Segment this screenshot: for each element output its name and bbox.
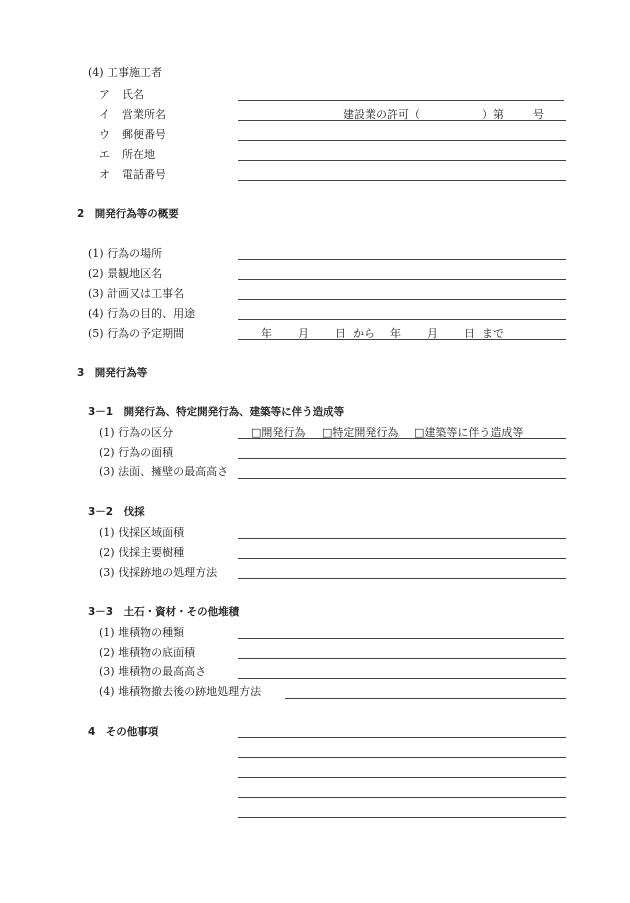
- sec2-label-place: (1) 行為の場所: [88, 247, 163, 260]
- other-line-4[interactable]: [238, 797, 566, 798]
- checkbox-construction-grading[interactable]: □建築等に伴う造成等: [414, 426, 524, 439]
- section-3-1-title: 3－1 開発行為、特定開発行為、建築等に伴う造成等: [88, 406, 345, 418]
- sec31-height-line[interactable]: [238, 478, 566, 479]
- sec32-area-line[interactable]: [238, 538, 566, 539]
- sec2-label-district: (2) 景観地区名: [88, 267, 163, 280]
- sec33-base-area-line[interactable]: [238, 658, 566, 659]
- sec31-area-line[interactable]: [238, 458, 566, 459]
- contractor-label-phone: 電話番号: [122, 168, 166, 181]
- license-text-b: ）第: [482, 108, 504, 121]
- period-day-start: 日: [335, 327, 346, 340]
- section-3-3-title: 3－3 土石・資材・その他堆積: [88, 606, 240, 618]
- other-line-5[interactable]: [238, 817, 566, 818]
- sec33-after-removal-line[interactable]: [285, 698, 566, 699]
- sec31-label-area: (2) 行為の面積: [99, 446, 174, 459]
- contractor-kana-e: エ: [99, 148, 110, 161]
- sec33-label-base-area: (2) 堆積物の底面積: [99, 646, 196, 659]
- section-contractor-title: (4) 工事施工者: [88, 66, 163, 79]
- sec33-label-after-removal: (4) 堆積物撤去後の跡地処理方法: [99, 685, 262, 698]
- period-day-end: 日: [464, 327, 475, 340]
- sec32-species-line[interactable]: [238, 558, 566, 559]
- sec2-plan-line[interactable]: [238, 299, 566, 300]
- license-text-c: 号: [533, 108, 544, 121]
- contractor-label-address: 所在地: [122, 148, 155, 161]
- sec31-label-category: (1) 行為の区分: [99, 426, 174, 439]
- sec33-height-line[interactable]: [238, 678, 566, 679]
- sec2-district-line[interactable]: [238, 279, 566, 280]
- contractor-label-office: 営業所名: [122, 108, 166, 121]
- sec31-category-line: [238, 438, 566, 439]
- contractor-kana-i: イ: [99, 108, 110, 121]
- period-year-start: 年: [261, 327, 272, 340]
- sec32-label-species: (2) 伐採主要樹種: [99, 546, 185, 559]
- section-4-title: 4 その他事項: [88, 726, 159, 738]
- sec32-treatment-line[interactable]: [238, 578, 566, 579]
- sec2-period-line[interactable]: [238, 339, 566, 340]
- sec2-label-plan: (3) 計画又は工事名: [88, 287, 185, 300]
- section-3-2-title: 3－2 伐採: [88, 506, 145, 518]
- sec33-label-height: (3) 堆積物の最高高さ: [99, 665, 207, 678]
- contractor-office-line[interactable]: [238, 120, 566, 121]
- period-month-end: 月: [427, 327, 438, 340]
- other-line-2[interactable]: [238, 757, 566, 758]
- section-2-title: 2 開発行為等の概要: [77, 208, 179, 220]
- contractor-address-line[interactable]: [238, 160, 566, 161]
- contractor-phone-line[interactable]: [238, 180, 566, 181]
- contractor-kana-a: ア: [99, 88, 110, 101]
- period-from: から: [353, 327, 375, 340]
- checkbox-development[interactable]: □開発行為: [251, 426, 306, 439]
- contractor-label-postal: 郵便番号: [122, 128, 166, 141]
- other-line-3[interactable]: [238, 777, 566, 778]
- section-3-title: 3 開発行為等: [77, 367, 148, 379]
- sec2-purpose-line[interactable]: [238, 319, 566, 320]
- contractor-name-line[interactable]: [238, 100, 564, 101]
- sec31-label-height: (3) 法面、擁壁の最高高さ: [99, 465, 229, 478]
- period-year-end: 年: [390, 327, 401, 340]
- other-line-1[interactable]: [238, 737, 566, 738]
- contractor-kana-u: ウ: [99, 128, 110, 141]
- sec2-label-period: (5) 行為の予定期間: [88, 327, 185, 340]
- checkbox-specific-development[interactable]: □特定開発行為: [322, 426, 399, 439]
- sec32-label-treatment: (3) 伐採跡地の処理方法: [99, 566, 218, 579]
- license-text-a: 建設業の許可（: [343, 108, 420, 121]
- sec2-label-purpose: (4) 行為の目的、用途: [88, 307, 196, 320]
- sec32-label-area: (1) 伐採区域面積: [99, 526, 185, 539]
- contractor-label-name: 氏名: [122, 88, 144, 101]
- contractor-kana-o: オ: [99, 168, 110, 181]
- period-until: まで: [482, 327, 504, 340]
- sec33-label-type: (1) 堆積物の種類: [99, 626, 185, 639]
- contractor-postal-line[interactable]: [238, 140, 566, 141]
- sec2-place-line[interactable]: [238, 259, 566, 260]
- sec33-type-line[interactable]: [238, 638, 564, 639]
- period-month-start: 月: [298, 327, 309, 340]
